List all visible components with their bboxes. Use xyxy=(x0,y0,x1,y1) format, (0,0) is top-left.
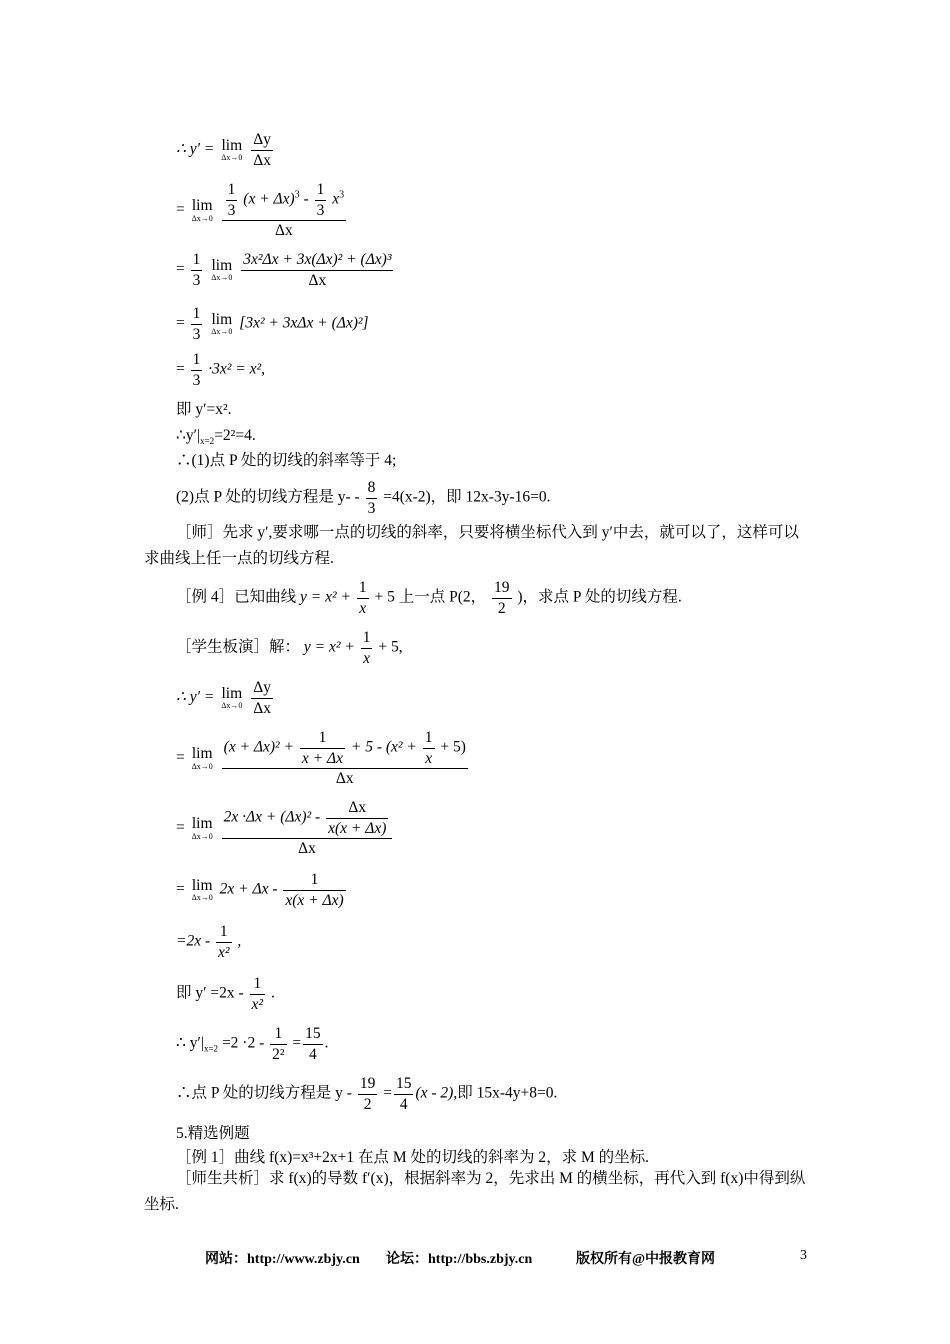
teacher-note: ［师］先求 y′,要求哪一点的切线的斜率，只要将横坐标代入到 y′中去，就可以了，这样可以求曲线上任一点的切线方程. xyxy=(144,524,799,567)
fraction: $\frac{1}{3}$ xyxy=(192,251,201,289)
fraction: $\frac{1}{3}$ xyxy=(192,305,201,343)
fraction: $\frac{19}{2}$ xyxy=(494,579,510,617)
fraction: $\frac{1}{\text{x²}}$ xyxy=(218,923,230,961)
p1-slope: ∴(1)点 P 处的切线的斜率等于 4; xyxy=(176,452,397,469)
fraction: $\frac{15}{4}$ xyxy=(395,1075,412,1113)
p1-ji: 即 y′=x². xyxy=(176,401,232,418)
p2-ji: 即 y′ =2x - $\frac{1}{\text{x²}}$ . xyxy=(176,975,275,1013)
section-title: 5.精选例题 xyxy=(176,1125,250,1142)
p1-step1: ∴ y′ = lim Δx→0 $\frac{\Delta y}{\Delta x}$ xyxy=(176,131,271,169)
analysis: ［师生共析］求 f(x)的导数 f′(x)，根据斜率为 2，先求出 M 的横坐标，再代入到 f(x)中得到纵坐标. xyxy=(144,1170,806,1213)
fraction: $\frac{1}{3}$ xyxy=(192,351,201,389)
limit-op: lim Δx→0 xyxy=(211,310,233,337)
example-4: ［例 4］已知曲线 y = x² + $\frac{1}{x}$ + 5 上一点 P(2， $\frac{19}{2}$ )，求点 P 处的切线方程. xyxy=(176,579,682,617)
limit-op: lim Δx→0 xyxy=(191,876,213,903)
fraction: $\frac{8}{3}$ xyxy=(367,479,376,517)
p2-step5: =2x - $\frac{1}{\text{x²}}$ , xyxy=(176,923,242,961)
p2-step3: = lim Δx→0 2x ·Δx + (Δx)² - $\frac{\Delta x}{x(x + \Delta x)}$ Δx xyxy=(176,800,394,857)
p1-tangent: (2)点 P 处的切线方程是 y- - $\frac{8}{3}$ =4(x-2)，即 12x-3y-16=0. xyxy=(176,479,551,517)
p1-step5: = $\frac{1}{3}$ ·3x² = x², xyxy=(176,351,266,389)
fraction: $\frac{\Delta y}{\Delta x}$ xyxy=(253,131,271,169)
p2-step2: = lim Δx→0 (x + Δx)² + $\frac{1}{x + \Delta x}$ + 5 - (x² + $\frac{1}{x}$ + 5) Δx xyxy=(176,729,466,787)
page-number: 3 xyxy=(800,1248,807,1263)
fraction: $\frac{1}{x}$ xyxy=(362,629,371,667)
fraction: $\frac{19}{2}$ xyxy=(359,1075,376,1113)
limit-op: lim Δx→0 xyxy=(191,815,213,841)
limit-op: lim Δx→0 xyxy=(221,136,243,163)
p1-step3: = $\frac{1}{3}$ lim Δx→0 $\frac{\text{3x²Δx + 3x(Δx)² + (Δx)³}}{\Delta x}$ xyxy=(176,251,392,289)
p1-step2: = lim Δx→0 $\frac{1}{3}$ $(x + \Delta x)^3$ - $\frac{1}{3}$ $x^3$ Δx xyxy=(176,181,345,239)
p2-eval: ∴ $y'|_{x=2} =2 \cdot 2$ - $\frac{1}{\text{2²}}$ = $\frac{15}{4}$ . xyxy=(176,1025,329,1063)
fraction: $\frac{1}{\text{x²}}$ xyxy=(251,975,264,1013)
p1-ydash: $\therefore y'|_{x=2}=2^2=4$. xyxy=(176,427,256,446)
fraction: $\frac{1}{x}$ xyxy=(358,579,367,617)
fraction: $\frac{1}{x(x + \Delta x)}$ xyxy=(285,871,344,909)
footer-forum: 论坛：http://bbs.zbjy.cn xyxy=(386,1252,533,1267)
limit-op: lim Δx→0 xyxy=(221,684,243,711)
limit-op: lim Δx→0 xyxy=(191,745,213,771)
fraction: $\frac{1}{\text{2²}}$ xyxy=(272,1025,285,1063)
fraction: $\frac{\text{3x²Δx + 3x(Δx)² + (Δx)³}}{\Delta x}$ xyxy=(243,251,392,289)
fraction: $\frac{\Delta x}{x(x + \Delta x)}$ xyxy=(328,799,387,837)
example-1: ［例 1］曲线 f(x)=x³+2x+1 在点 M 处的切线的斜率为 2，求 M 的坐标. xyxy=(176,1149,650,1166)
footer-site: 网站：http://www.zbjy.cn xyxy=(205,1252,360,1267)
footer-copyright: 版权所有@中报教育网 xyxy=(576,1252,716,1267)
fraction: $\frac{1}{x}$ xyxy=(424,729,433,767)
limit-op: lim Δx→0 xyxy=(211,256,233,283)
fraction: $\frac{\Delta y}{\Delta x}$ xyxy=(253,679,271,717)
fraction: $\frac{1}{3}$ xyxy=(227,181,236,219)
fraction: $\frac{1}{x + \Delta x}$ xyxy=(301,729,343,767)
fraction: 2x ·Δx + (Δx)² - $\frac{\Delta x}{x(x + \Delta x)}$ Δx xyxy=(222,800,393,857)
fraction: $\frac{1}{3}$ xyxy=(316,181,325,219)
fraction: $\frac{1}{3}$ $(x + \Delta x)^3$ - $\frac{1}{3}$ $x^3$ Δx xyxy=(222,182,346,239)
p2-step1: ∴ y′ = lim Δx→0 $\frac{\Delta y}{\Delta x}$ xyxy=(176,679,271,717)
p2-step4: = lim Δx→0 2x + Δx - $\frac{1}{x(x + \Delta x)}$ xyxy=(176,871,344,909)
p1-step4: = $\frac{1}{3}$ lim Δx→0 [3x² + 3xΔx + (Δx)²] xyxy=(176,305,369,343)
fraction: (x + Δx)² + $\frac{1}{x + \Delta x}$ + 5 - (x² + $\frac{1}{x}$ + 5) Δx xyxy=(223,729,466,787)
board-solution: ［学生板演］解： y = x² + $\frac{1}{x}$ + 5, xyxy=(176,629,403,667)
p2-tangent: ∴点 P 处的切线方程是 y - $\frac{19}{2}$ = $\frac{15}{4}$ (x - 2),即 15x-4y+8=0. xyxy=(176,1075,558,1113)
limit-op: lim Δx→0 xyxy=(191,197,213,223)
fraction: $\frac{15}{4}$ xyxy=(305,1025,321,1063)
